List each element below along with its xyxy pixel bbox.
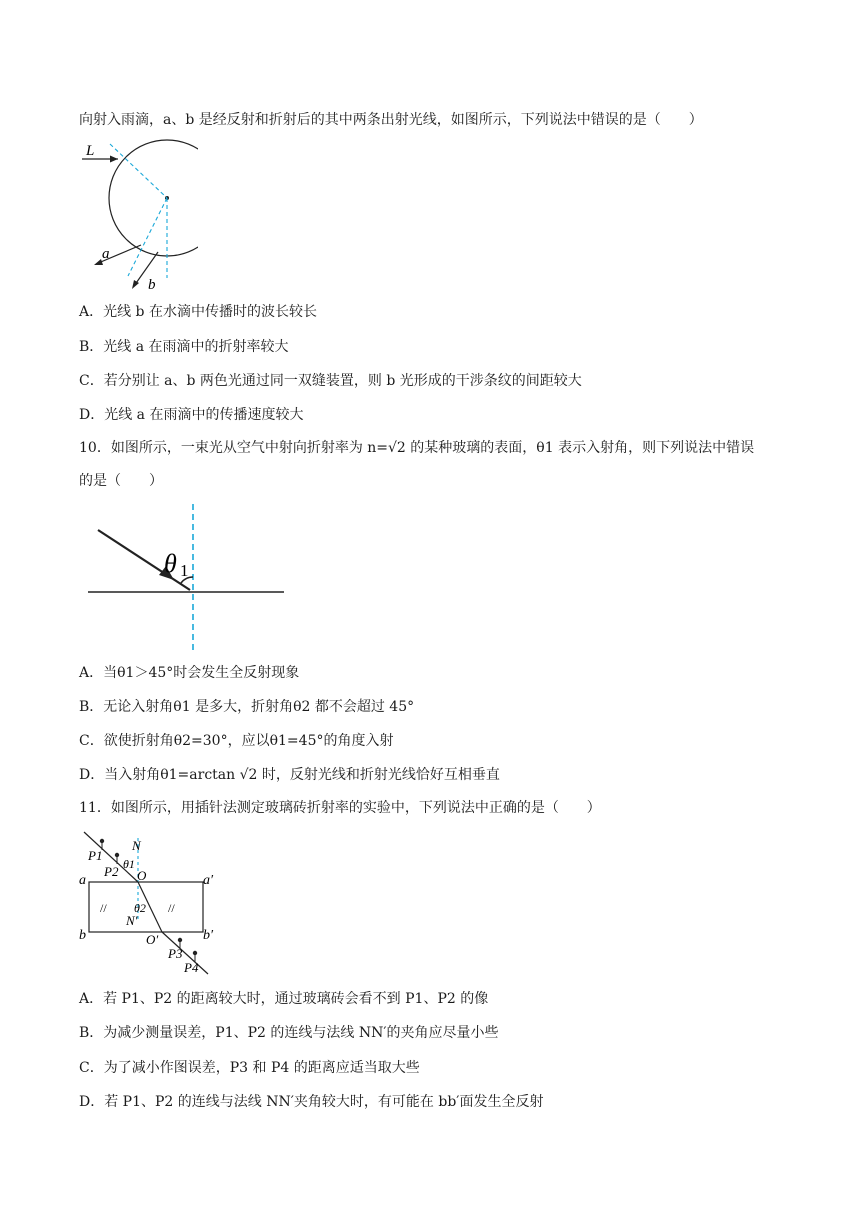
label-P1: P1	[88, 848, 103, 863]
label-O-prime: O′	[146, 932, 159, 947]
label-P4: P4	[184, 960, 199, 975]
q11-option-d: D．若 P1、P2 的连线与法线 NN′夹角较大时，有可能在 bb′面发生全反射	[79, 1094, 544, 1110]
label-a: a	[79, 873, 86, 888]
label-N-prime: N′	[126, 913, 138, 928]
q9-option-d: D．光线 a 在雨滴中的传播速度较大	[79, 407, 304, 423]
q10-option-a: A．当θ1＞45°时会发生全反射现象	[79, 665, 300, 681]
q9-option-b: B．光线 a 在雨滴中的折射率较大	[79, 339, 289, 355]
glass-block-figure	[76, 830, 226, 978]
label-N: N	[132, 838, 141, 853]
q11-option-b: B．为减少测量误差，P1、P2 的连线与法线 NN′的夹角应尽量小些	[79, 1025, 499, 1041]
raindrop-figure	[78, 136, 198, 296]
theta-subscript: 1	[180, 561, 189, 580]
hatch-left: //	[100, 901, 107, 915]
q10-stem-line2: 的是（ ）	[79, 473, 163, 489]
q10-stem-line1: 10．如图所示，一束光从空气中射向折射率为 n=√2 的某种玻璃的表面，θ1 表示入射角，则下列说法中错误	[79, 440, 755, 456]
label-P3: P3	[168, 946, 183, 961]
label-a-prime: a′	[203, 873, 214, 888]
label-theta1: θ1	[123, 857, 135, 871]
q10-option-d: D．当入射角θ1=arctan √2 时，反射光线和折射光线恰好互相垂直	[79, 767, 500, 783]
label-b: b	[148, 277, 156, 293]
normal-line-2	[128, 198, 167, 276]
q11-option-c: C．为了减小作图误差，P3 和 P4 的距离应适当取大些	[79, 1060, 420, 1076]
label-P2: P2	[104, 864, 119, 879]
label-L: L	[86, 143, 95, 159]
q10-option-b: B．无论入射角θ1 是多大，折射角θ2 都不会超过 45°	[79, 699, 415, 715]
q9-option-a: A．光线 b 在水滴中传播时的波长较长	[79, 304, 317, 320]
label-b-prime: b′	[203, 928, 214, 943]
label-O: O	[137, 868, 147, 883]
q9-stem: 向射入雨滴，a、b 是经反射和折射后的其中两条出射光线，如图所示，下列说法中错误的是（ ）	[79, 112, 703, 128]
raindrop-circle	[109, 140, 198, 256]
label-theta2: θ2	[134, 901, 146, 915]
q9-option-c: C．若分别让 a、b 两色光通过同一双缝装置，则 b 光形成的干涉条纹的间距较大	[79, 373, 582, 389]
label-a: a	[102, 246, 110, 262]
theta-label: θ	[164, 549, 177, 578]
label-b: b	[79, 928, 86, 943]
q10-option-c: C．欲使折射角θ2=30°，应以θ1=45°的角度入射	[79, 733, 394, 749]
q11-option-a: A．若 P1、P2 的距离较大时，通过玻璃砖会看不到 P1、P2 的像	[79, 991, 489, 1007]
hatch-right: //	[168, 901, 175, 915]
normal-line-1	[110, 144, 167, 198]
incident-arrowhead	[110, 156, 118, 163]
incidence-figure	[86, 502, 291, 654]
q11-stem: 11．如图所示，用插针法测定玻璃砖折射率的实验中，下列说法中正确的是（ ）	[79, 800, 601, 816]
